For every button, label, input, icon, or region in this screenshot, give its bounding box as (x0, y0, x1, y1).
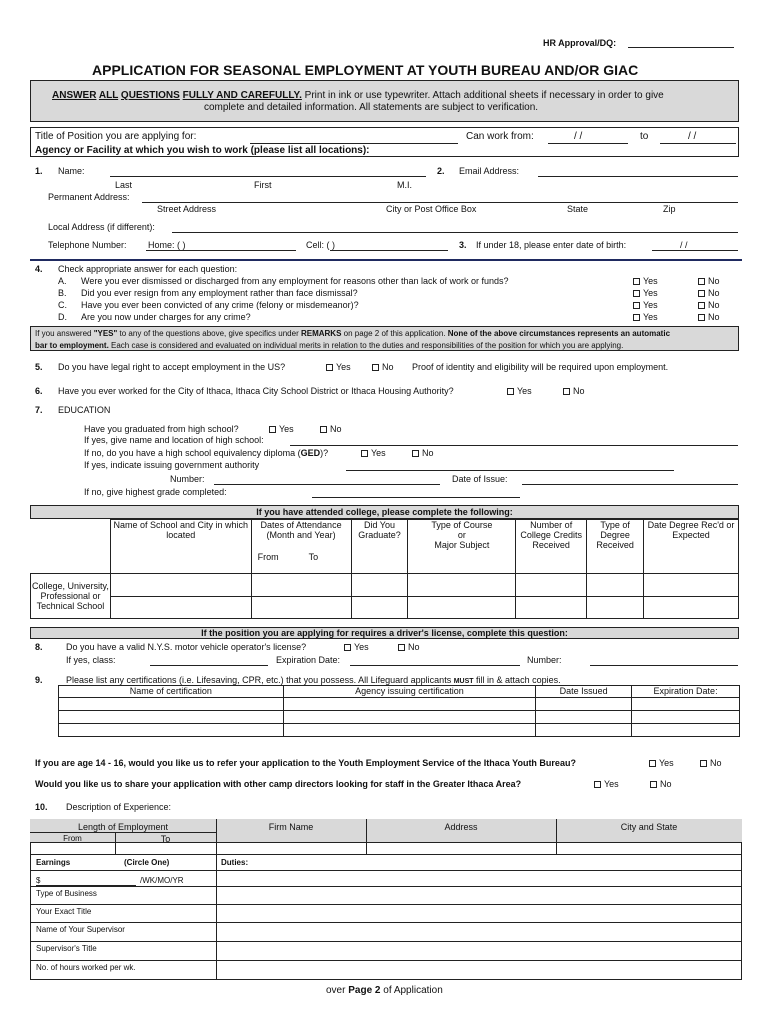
email-label: Email Address: (459, 166, 520, 176)
cert-col-issued: Date Issued (536, 686, 632, 698)
q7-label: EDUCATION (58, 405, 111, 415)
city-caption: City or Post Office Box (386, 204, 477, 214)
experience-row-label: Name of Your Supervisor (36, 925, 125, 934)
checkbox-icon (326, 364, 333, 371)
home-phone-label: Home: ( ) (148, 240, 186, 250)
col-credits: Number of College Credits Received (516, 520, 587, 574)
q4-item-letter: A. (58, 276, 67, 286)
city-header: City and State (620, 822, 678, 832)
q9-number: 9. (35, 675, 43, 685)
ged-date-field[interactable] (522, 484, 738, 485)
telephone-label: Telephone Number: (48, 240, 127, 250)
row-divider (30, 941, 742, 942)
checkbox-icon (633, 302, 640, 309)
hr-approval-field[interactable] (628, 47, 734, 48)
q3-number: 3. (459, 240, 467, 250)
table-cell[interactable] (251, 597, 351, 619)
q10-label: Description of Experience: (66, 802, 172, 812)
checkbox-icon (320, 426, 327, 433)
q1-name-label: Name: (58, 166, 85, 176)
q5-yes-checkbox[interactable]: Yes (326, 362, 351, 372)
table-cell[interactable] (644, 574, 739, 597)
page-title: APPLICATION FOR SEASONAL EMPLOYMENT AT YOUTH BUREAU AND/OR GIAC (92, 62, 639, 78)
row-divider (30, 870, 742, 871)
checkbox-icon (650, 781, 657, 788)
table-cell[interactable] (59, 724, 284, 737)
q8-label: Do you have a valid N.Y.S. motor vehicle operator's license? (66, 642, 307, 652)
q4-item-text: Have you ever been convicted of any crime (felony or misdemeanor)? (81, 300, 359, 310)
address-header: Address (444, 822, 478, 832)
table-cell[interactable] (587, 574, 644, 597)
table-cell[interactable] (283, 698, 536, 711)
table-cell[interactable] (110, 574, 251, 597)
checkbox-icon (633, 314, 640, 321)
email-field[interactable] (538, 176, 738, 177)
ged-number-label: Number: (170, 474, 205, 484)
circle-one-label: (Circle One) (124, 858, 170, 867)
q10-number: 10. (35, 802, 48, 812)
col-degree: Type of Degree Received (587, 520, 644, 574)
q7-authority-label: If yes, indicate issuing government authority (84, 460, 260, 470)
cell-phone-label: Cell: ( ) (306, 240, 335, 250)
exp-from-header: From (63, 834, 82, 843)
q4-item-text: Were you ever dismissed or discharged from any employment for reasons other than lack of work or funds? (81, 276, 509, 286)
footer-text: over Page 2 of Application (326, 985, 443, 996)
col-graduate: Did You Graduate? (351, 520, 408, 574)
q4-no-checkbox[interactable]: No (698, 300, 720, 310)
q1-number: 1. (35, 166, 43, 176)
authority-field[interactable] (346, 470, 674, 471)
q5-label: Do you have legal right to accept employment in the US? (58, 362, 286, 372)
dollar-sign: $ (36, 876, 41, 885)
q4-item-letter: B. (58, 288, 67, 298)
table-cell[interactable] (110, 597, 251, 619)
q8-yes-checkbox[interactable]: Yes (344, 642, 369, 652)
street-caption: Street Address (157, 204, 217, 214)
share-yes-checkbox[interactable]: Yes (594, 779, 619, 789)
length-header: Length of Employment (77, 822, 169, 832)
highest-grade-field[interactable] (312, 497, 520, 498)
q8-number: 8. (35, 642, 43, 652)
checkbox-icon (698, 302, 705, 309)
table-cell[interactable] (536, 724, 632, 737)
cert-col-agency: Agency issuing certification (283, 686, 536, 698)
q4-item-letter: C. (58, 300, 67, 310)
table-cell[interactable] (644, 597, 739, 619)
table-cell[interactable] (516, 574, 587, 597)
q7-ged-label: If no, do you have a high school equivalency diploma (GED)? (84, 448, 329, 458)
can-work-from-date[interactable]: / / (574, 131, 583, 142)
row-divider (30, 922, 742, 923)
license-number-field[interactable] (590, 665, 738, 666)
col-divider (216, 819, 217, 980)
cert-table (58, 685, 740, 737)
instructions-line-2: complete and detailed information. All statements are subject to verification. (204, 102, 539, 113)
section-divider (30, 259, 742, 261)
row-divider (30, 960, 742, 961)
q7-hs-label: If yes, give name and location of high school: (84, 435, 264, 445)
table-cell[interactable] (251, 574, 351, 597)
firm-header: Firm Name (268, 822, 314, 832)
checkbox-icon (563, 388, 570, 395)
experience-row-label: Your Exact Title (36, 907, 92, 916)
age-no-checkbox[interactable]: No (700, 758, 722, 768)
col-school: Name of School and City in which located (110, 520, 251, 574)
table-cell[interactable] (536, 698, 632, 711)
hr-approval-label: HR Approval/DQ: (543, 38, 617, 48)
q4-label: Check appropriate answer for each question: (58, 264, 238, 274)
checkbox-icon (649, 760, 656, 767)
q8-header: If the position you are applying for requires a driver's license, complete this question: (201, 628, 568, 638)
checkbox-icon (698, 278, 705, 285)
table-cell[interactable] (283, 711, 536, 724)
col-to: To (308, 552, 319, 562)
q5-number: 5. (35, 362, 43, 372)
row-divider (30, 886, 742, 887)
checkbox-icon (344, 644, 351, 651)
q8-no-checkbox[interactable]: No (398, 642, 420, 652)
share-question: Would you like us to share your application with other camp directors looking for staff in the Greater Ithaca Area? (35, 779, 522, 789)
permanent-address-label: Permanent Address: (48, 192, 130, 202)
checkbox-icon (361, 450, 368, 457)
permanent-address-field[interactable] (142, 202, 738, 203)
q7-number: 7. (35, 405, 43, 415)
can-work-to-label: to (640, 131, 649, 142)
state-caption: State (567, 204, 589, 214)
ged-date-label: Date of Issue: (452, 474, 508, 484)
q4-yes-checkbox[interactable]: Yes (633, 312, 658, 322)
table-cell[interactable] (408, 574, 516, 597)
share-no-checkbox[interactable]: No (650, 779, 672, 789)
table-cell[interactable] (59, 698, 284, 711)
checkbox-icon (398, 644, 405, 651)
q2-number: 2. (437, 166, 445, 176)
q7-grad-label: Have you graduated from high school? (84, 424, 239, 434)
position-title-field[interactable] (250, 143, 458, 144)
checkbox-icon (698, 314, 705, 321)
experience-row-label: Type of Business (36, 889, 97, 898)
q4-item-text: Are you now under charges for any crime? (81, 312, 251, 322)
q6-yes-checkbox[interactable]: Yes (507, 386, 532, 396)
duties-label: Duties: (221, 858, 249, 867)
hs-name-field[interactable] (290, 445, 738, 446)
name-first-caption: First (254, 180, 272, 190)
table-cell[interactable] (632, 724, 740, 737)
name-field[interactable] (110, 176, 426, 177)
q4-no-checkbox[interactable]: No (698, 276, 720, 286)
table-cell[interactable] (536, 711, 632, 724)
earnings-field[interactable] (36, 885, 136, 886)
q4-note-line-2: bar to employment. Each case is considered and evaluated on individual merits in relation to the duties and responsibilities of the position for which you are applying. (35, 341, 624, 350)
table-cell[interactable] (351, 597, 408, 619)
checkbox-icon (594, 781, 601, 788)
q7-ged-no[interactable]: No (412, 448, 434, 458)
college-header: If you have attended college, please complete the following: (256, 507, 513, 517)
license-class-label: If yes, class: (66, 655, 116, 665)
table-cell[interactable] (351, 574, 408, 597)
can-work-label: Can work from: (466, 131, 534, 142)
table-cell[interactable] (632, 698, 740, 711)
dob-underline[interactable] (652, 250, 738, 251)
home-phone-field[interactable] (146, 250, 296, 251)
header-divider (30, 832, 216, 833)
wk-mo-yr[interactable]: /WK/MO/YR (140, 876, 184, 885)
row-divider (30, 904, 742, 905)
local-address-field[interactable] (172, 232, 738, 233)
license-class-field[interactable] (150, 665, 268, 666)
dob-label: If under 18, please enter date of birth: (476, 240, 627, 250)
q4-item-letter: D. (58, 312, 67, 322)
q4-number: 4. (35, 264, 43, 274)
q9-label: Please list any certifications (i.e. Lifesaving, CPR, etc.) that you possess. All Lifeguard applicants MUST fill in & attach copies. (66, 675, 561, 685)
q4-yes-checkbox[interactable]: Yes (633, 276, 658, 286)
q6-label: Have you ever worked for the City of Ithaca, Ithaca City School District or Ithaca Housing Authority? (58, 386, 454, 396)
agency-label: Agency or Facility at which you wish to work (please list all locations): (35, 145, 370, 156)
local-address-label: Local Address (if different): (48, 222, 155, 232)
q6-no-checkbox[interactable]: No (563, 386, 585, 396)
instructions-box (30, 80, 739, 122)
q5-proof-text: Proof of identity and eligibility will be required upon employment. (412, 362, 669, 372)
experience-row-label: Supervisor's Title (36, 944, 97, 953)
col-from: From (257, 552, 279, 562)
q7-grad-no[interactable]: No (320, 424, 342, 434)
college-table (30, 519, 739, 619)
q4-no-checkbox[interactable]: No (698, 312, 720, 322)
college-side-label: College, University, Professional or Technical School (31, 574, 111, 619)
exp-to-header: To (160, 834, 171, 844)
age-yes-checkbox[interactable]: Yes (649, 758, 674, 768)
can-work-to-field[interactable] (660, 143, 736, 144)
checkbox-icon (372, 364, 379, 371)
name-mi-caption: M.I. (397, 180, 412, 190)
checkbox-icon (700, 760, 707, 767)
can-work-to-date[interactable]: / / (688, 131, 697, 142)
col-degree-date: Date Degree Rec'd or Expected (644, 520, 739, 574)
q4-no-checkbox[interactable]: No (698, 288, 720, 298)
dob-field[interactable]: / / (680, 240, 688, 250)
col-dates: Dates of Attendance (Month and Year) From To (251, 520, 351, 574)
col-course: Type of Course or Major Subject (408, 520, 516, 574)
table-cell[interactable] (587, 597, 644, 619)
position-title-label: Title of Position you are applying for: (35, 131, 197, 142)
table-cell[interactable] (408, 597, 516, 619)
can-work-from-field[interactable] (548, 143, 628, 144)
cell-phone-field[interactable] (330, 250, 448, 251)
checkbox-icon (507, 388, 514, 395)
cert-col-name: Name of certification (59, 686, 284, 698)
license-number-label: Number: (527, 655, 562, 665)
q4-item-text: Did you ever resign from any employment rather than face dismissal? (81, 288, 358, 298)
q4-yes-checkbox[interactable]: Yes (633, 300, 658, 310)
checkbox-icon (412, 450, 419, 457)
checkbox-icon (633, 278, 640, 285)
ged-number-field[interactable] (214, 484, 440, 485)
earnings-label: Earnings (36, 858, 71, 867)
cert-col-exp: Expiration Date: (632, 686, 740, 698)
name-last-caption: Last (115, 180, 133, 190)
highest-grade-label: If no, give highest grade completed: (84, 487, 227, 497)
instructions-line-1: ANSWER ALL QUESTIONS FULLY AND CAREFULLY. Print in ink or use typewriter. Attach additional sheets if necessary in order to give (52, 90, 664, 101)
checkbox-icon (698, 290, 705, 297)
q4-note-line-1: If you answered "YES" to any of the questions above, give specifics under REMARKS on page 2 of this application. None of the above circumstances represents an automatic (35, 329, 671, 338)
table-cell[interactable] (516, 597, 587, 619)
q5-no-checkbox[interactable]: No (372, 362, 394, 372)
license-exp-label: Expiration Date: (276, 655, 341, 665)
table-cell[interactable] (283, 724, 536, 737)
q6-number: 6. (35, 386, 43, 396)
q7-ged-yes[interactable]: Yes (361, 448, 386, 458)
agency-field[interactable] (396, 156, 736, 157)
checkbox-icon (269, 426, 276, 433)
q7-grad-yes[interactable]: Yes (269, 424, 294, 434)
experience-row-label: No. of hours worked per wk. (36, 963, 136, 972)
age-question: If you are age 14 - 16, would you like us to refer your application to the Youth Employment Service of the Ithaca Youth Bureau? (35, 758, 576, 768)
license-exp-field[interactable] (350, 665, 520, 666)
checkbox-icon (633, 290, 640, 297)
row-divider (30, 854, 742, 855)
table-cell[interactable] (632, 711, 740, 724)
table-cell[interactable] (59, 711, 284, 724)
q4-yes-checkbox[interactable]: Yes (633, 288, 658, 298)
zip-caption: Zip (663, 204, 676, 214)
